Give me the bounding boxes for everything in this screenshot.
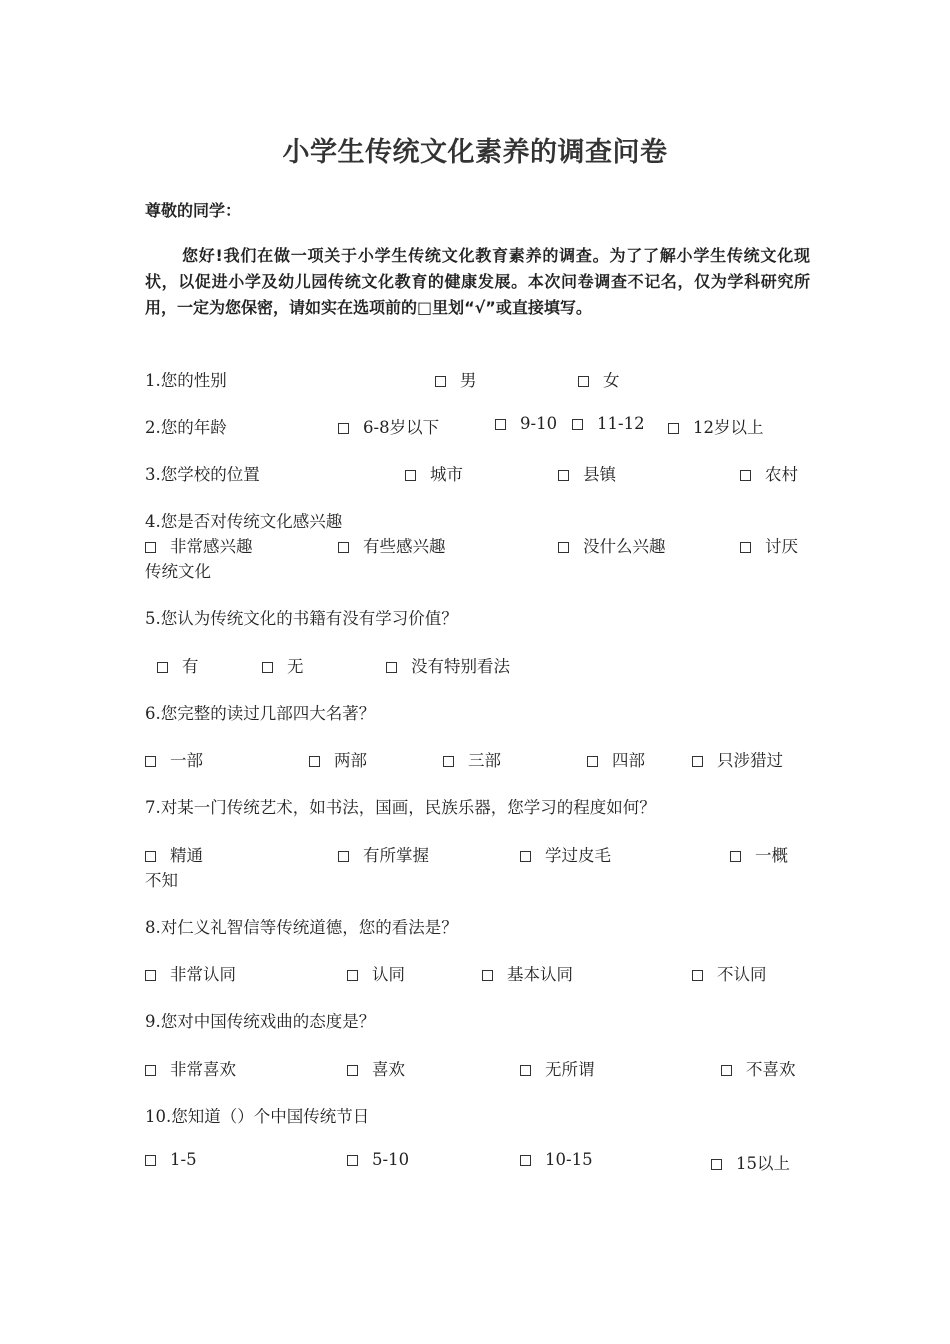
checkbox-icon[interactable]	[338, 542, 349, 553]
option-checkbox[interactable]	[495, 414, 557, 433]
checkbox-icon[interactable]	[730, 851, 741, 862]
option-label: 只涉猎过	[717, 751, 783, 770]
option-checkbox[interactable]	[347, 1150, 409, 1169]
option-label: 县镇	[583, 465, 616, 484]
option-label: 农村	[765, 465, 798, 484]
option-checkbox[interactable]	[482, 961, 573, 985]
checkbox-icon[interactable]	[482, 970, 493, 981]
checkbox-icon[interactable]	[740, 470, 751, 481]
checkbox-icon[interactable]	[692, 756, 703, 767]
question-4: 4.您是否对传统文化感兴趣	[145, 512, 343, 531]
option-checkbox[interactable]	[145, 842, 203, 866]
option-checkbox[interactable]	[692, 961, 767, 985]
checkbox-icon[interactable]	[338, 423, 349, 434]
option-label: 学过皮毛	[545, 846, 611, 865]
checkbox-icon[interactable]	[157, 662, 168, 673]
option-label: 无	[287, 657, 304, 676]
checkbox-icon[interactable]	[520, 1065, 531, 1076]
page-title: 小学生传统文化素养的调查问卷	[282, 137, 668, 168]
option-checkbox[interactable]	[668, 414, 764, 438]
checkbox-icon[interactable]	[443, 756, 454, 767]
salutation: 尊敬的同学：	[145, 201, 242, 220]
option-checkbox[interactable]	[692, 747, 783, 771]
checkbox-icon[interactable]	[347, 1155, 358, 1166]
option-label: 一概	[755, 846, 788, 865]
option-checkbox[interactable]	[558, 461, 616, 485]
checkbox-icon[interactable]	[668, 423, 679, 434]
option-label: 认同	[372, 965, 405, 984]
option-checkbox[interactable]	[145, 961, 236, 985]
option-checkbox[interactable]	[309, 747, 367, 771]
option-label: 四部	[612, 751, 645, 770]
question-6: 6.您完整的读过几部四大名著？	[145, 704, 376, 723]
option-checkbox[interactable]	[338, 842, 429, 866]
option-label: 女	[603, 371, 620, 390]
checkbox-icon[interactable]	[711, 1159, 722, 1170]
question-10: 10.您知道（）个中国传统节日	[145, 1107, 370, 1126]
option-checkbox[interactable]	[740, 533, 798, 557]
checkbox-icon[interactable]	[347, 1065, 358, 1076]
option-checkbox[interactable]	[435, 367, 477, 391]
intro-paragraph: 您好!我们在做一项关于小学生传统文化教育素养的调查。为了了解小学生传统文化现状，以促进小学及幼儿园传统文化教育的健康发展。本次问卷调查不记名，仅为学科研究所用，一定为您保密，请如实在选项前的□里划“√”或直接填写。	[145, 246, 810, 317]
option-checkbox[interactable]	[405, 461, 463, 485]
option-checkbox[interactable]	[157, 653, 199, 677]
option-label: 15以上	[736, 1154, 790, 1173]
option-checkbox[interactable]	[338, 414, 439, 438]
option-checkbox[interactable]	[443, 747, 501, 771]
option-checkbox[interactable]	[145, 1056, 236, 1080]
checkbox-icon[interactable]	[145, 542, 156, 553]
checkbox-icon[interactable]	[145, 851, 156, 862]
checkbox-icon[interactable]	[262, 662, 273, 673]
option-label: 三部	[468, 751, 501, 770]
option-checkbox[interactable]	[578, 367, 620, 391]
question-9: 9.您对中国传统戏曲的态度是？	[145, 1012, 376, 1031]
checkbox-icon[interactable]	[520, 851, 531, 862]
option-label: 基本认同	[507, 965, 573, 984]
option-label: 非常感兴趣	[170, 537, 253, 556]
option-checkbox[interactable]	[145, 1150, 197, 1169]
checkbox-icon[interactable]	[572, 419, 583, 430]
checkbox-icon[interactable]	[520, 1155, 531, 1166]
option-label: 没有特别看法	[411, 657, 510, 676]
option-label: 男	[460, 371, 477, 390]
option-label: 不认同	[717, 965, 767, 984]
option-checkbox[interactable]	[386, 653, 510, 677]
checkbox-icon[interactable]	[347, 970, 358, 981]
option-label: 非常认同	[170, 965, 236, 984]
question-1: 1.您的性别	[145, 371, 227, 390]
checkbox-icon[interactable]	[587, 756, 598, 767]
checkbox-icon[interactable]	[405, 470, 416, 481]
option-label: 不喜欢	[746, 1060, 796, 1079]
checkbox-icon[interactable]	[145, 1155, 156, 1166]
option-checkbox[interactable]	[558, 533, 666, 557]
option-checkbox[interactable]	[145, 747, 203, 771]
option-label: 11-12	[597, 414, 645, 433]
option-checkbox[interactable]	[730, 842, 788, 866]
option-checkbox[interactable]	[145, 533, 253, 557]
option-label: 城市	[430, 465, 463, 484]
checkbox-icon[interactable]	[558, 542, 569, 553]
checkbox-icon[interactable]	[558, 470, 569, 481]
option-checkbox[interactable]	[711, 1150, 790, 1174]
checkbox-icon[interactable]	[721, 1065, 732, 1076]
checkbox-icon[interactable]	[145, 1065, 156, 1076]
option-checkbox[interactable]	[740, 461, 798, 485]
checkbox-icon[interactable]	[338, 851, 349, 862]
option-checkbox[interactable]	[587, 747, 645, 771]
option-label: 9-10	[520, 414, 558, 433]
checkbox-icon[interactable]	[495, 419, 506, 430]
option-label: 6-8岁以下	[363, 418, 440, 437]
question-2: 2.您的年龄	[145, 418, 227, 437]
option-checkbox[interactable]	[721, 1056, 796, 1080]
checkbox-icon[interactable]	[145, 970, 156, 981]
checkbox-icon[interactable]	[386, 662, 397, 673]
option-label-continuation: 不知	[145, 871, 178, 890]
question-5: 5.您认为传统文化的书籍有没有学习价值？	[145, 609, 458, 628]
option-label: 有	[182, 657, 199, 676]
question-8: 8.对仁义礼智信等传统道德，您的看法是？	[145, 918, 458, 937]
option-label-continuation: 传统文化	[145, 562, 211, 581]
option-checkbox[interactable]	[338, 533, 446, 557]
question-3: 3.您学校的位置	[145, 465, 260, 484]
option-label: 一部	[170, 751, 203, 770]
option-checkbox[interactable]	[262, 653, 304, 677]
option-label: 精通	[170, 846, 203, 865]
checkbox-icon[interactable]	[692, 970, 703, 981]
option-label: 1-5	[170, 1150, 197, 1169]
option-label: 10-15	[545, 1150, 593, 1169]
option-label: 两部	[334, 751, 367, 770]
option-label: 12岁以上	[693, 418, 764, 437]
option-checkbox[interactable]	[572, 414, 645, 433]
checkbox-icon[interactable]	[309, 756, 320, 767]
checkbox-icon[interactable]	[145, 756, 156, 767]
question-7: 7.对某一门传统艺术，如书法，国画，民族乐器，您学习的程度如何？	[145, 798, 656, 817]
option-label: 讨厌	[765, 537, 798, 556]
option-checkbox[interactable]	[520, 1056, 595, 1080]
checkbox-icon[interactable]	[435, 376, 446, 387]
option-checkbox[interactable]	[347, 1056, 405, 1080]
option-label: 无所谓	[545, 1060, 595, 1079]
checkbox-icon[interactable]	[578, 376, 589, 387]
option-checkbox[interactable]	[520, 1150, 593, 1169]
option-label: 有些感兴趣	[363, 537, 446, 556]
option-label: 没什么兴趣	[583, 537, 666, 556]
option-label: 非常喜欢	[170, 1060, 236, 1079]
option-checkbox[interactable]	[347, 961, 405, 985]
option-checkbox[interactable]	[520, 842, 611, 866]
option-label: 5-10	[372, 1150, 410, 1169]
checkbox-icon[interactable]	[740, 542, 751, 553]
option-label: 有所掌握	[363, 846, 429, 865]
option-label: 喜欢	[372, 1060, 405, 1079]
